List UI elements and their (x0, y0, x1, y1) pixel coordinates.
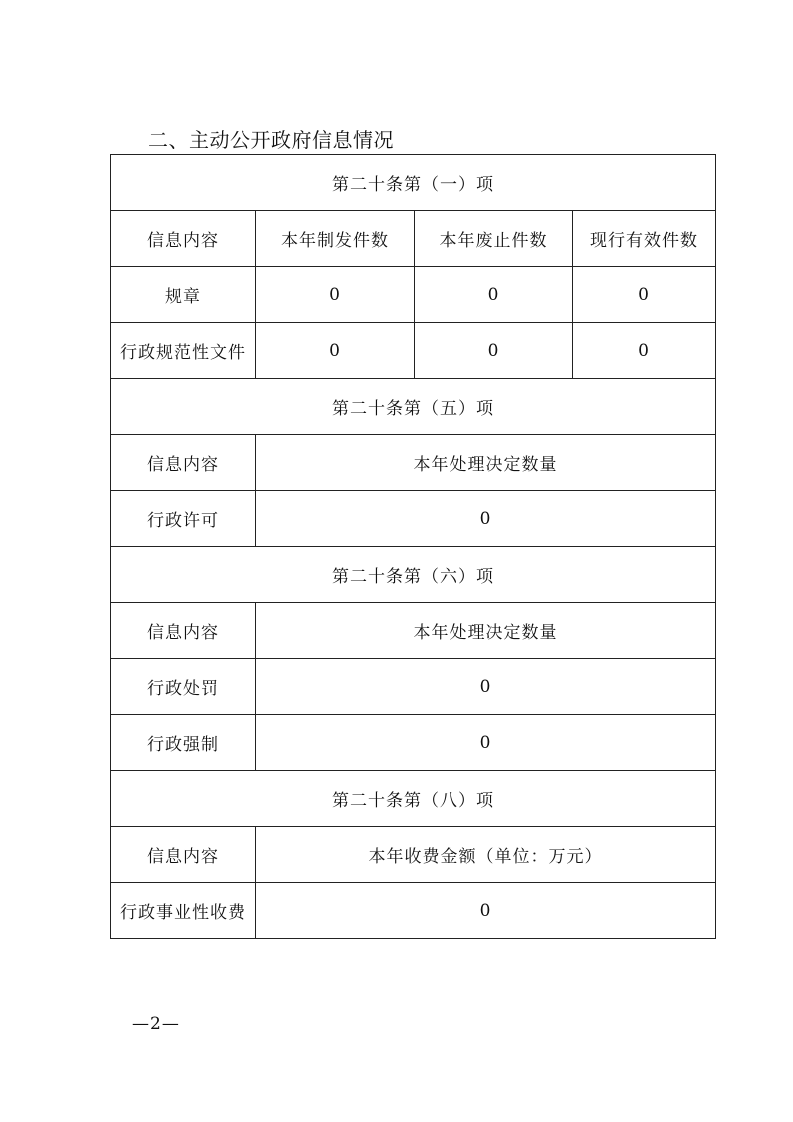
cell-value: 0 (415, 267, 573, 323)
column-header-valid-count: 现行有效件数 (573, 211, 716, 267)
article-8-title-row (111, 771, 716, 827)
cell-value: 0 (256, 883, 716, 939)
section-title: 二、主动公开政府信息情况 (148, 128, 394, 152)
row-label-administrative-enforcement: 行政强制 (111, 715, 256, 771)
article-6-title: 第二十条第（六）项 (111, 547, 716, 603)
disclosure-table (110, 154, 716, 939)
column-header-repealed-count: 本年废止件数 (415, 211, 573, 267)
column-header-issued-count: 本年制发件数 (256, 211, 415, 267)
cell-value: 0 (573, 267, 716, 323)
article-5-header-row (111, 435, 716, 491)
article-8-title: 第二十条第（八）项 (111, 771, 716, 827)
column-header-info-content: 信息内容 (111, 827, 256, 883)
article-6-title-row (111, 547, 716, 603)
column-header-decision-count: 本年处理决定数量 (256, 435, 716, 491)
row-label-normative-documents: 行政规范性文件 (111, 323, 256, 379)
column-header-info-content: 信息内容 (111, 603, 256, 659)
column-header-info-content: 信息内容 (111, 435, 256, 491)
row-label-administrative-license: 行政许可 (111, 491, 256, 547)
cell-value: 0 (415, 323, 573, 379)
article-1-header-row (111, 211, 716, 267)
page-number: —2— (132, 1014, 180, 1034)
row-label-administrative-penalty: 行政处罚 (111, 659, 256, 715)
column-header-decision-count: 本年处理决定数量 (256, 603, 716, 659)
cell-value: 0 (256, 715, 716, 771)
article-5-title: 第二十条第（五）项 (111, 379, 716, 435)
column-header-fee-amount: 本年收费金额（单位：万元） (256, 827, 716, 883)
article-1-title-row (111, 155, 716, 211)
article-6-header-row (111, 603, 716, 659)
row-label-administrative-fees: 行政事业性收费 (111, 883, 256, 939)
cell-value: 0 (256, 659, 716, 715)
cell-value: 0 (256, 491, 716, 547)
column-header-info-content: 信息内容 (111, 211, 256, 267)
table-row (111, 659, 716, 715)
article-1-title: 第二十条第（一）项 (111, 155, 716, 211)
table-row (111, 715, 716, 771)
table-row (111, 323, 716, 379)
article-8-header-row (111, 827, 716, 883)
article-5-title-row (111, 379, 716, 435)
cell-value: 0 (256, 323, 415, 379)
cell-value: 0 (573, 323, 716, 379)
row-label-regulations: 规章 (111, 267, 256, 323)
table-row (111, 883, 716, 939)
cell-value: 0 (256, 267, 415, 323)
table-row (111, 491, 716, 547)
table-row (111, 267, 716, 323)
